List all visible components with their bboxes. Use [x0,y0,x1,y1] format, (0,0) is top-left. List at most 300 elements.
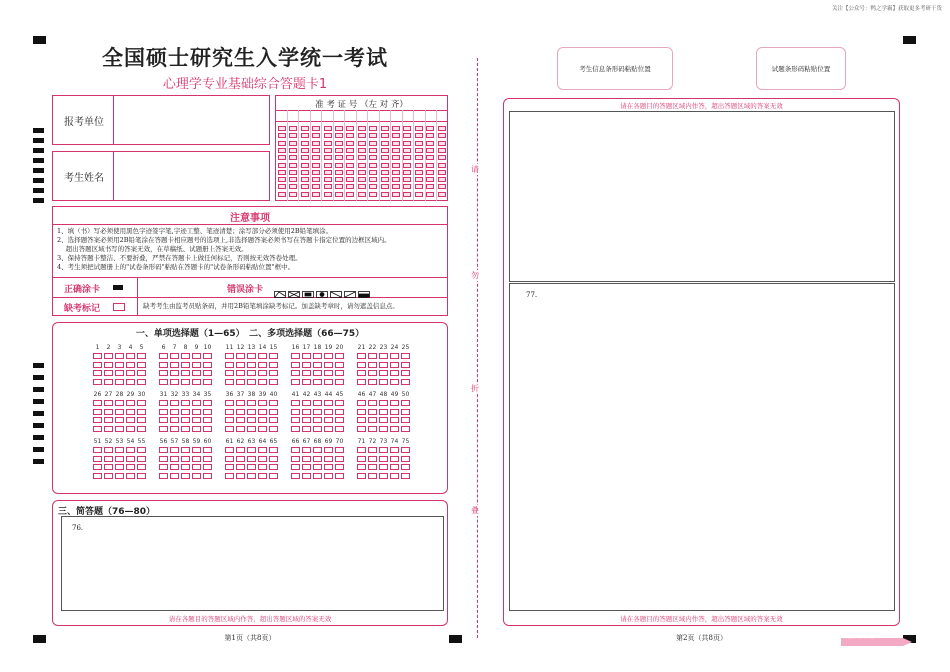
option-bubble[interactable] [203,464,212,470]
option-bubble[interactable] [236,426,245,432]
option-bubble[interactable] [335,379,344,385]
option-bubble[interactable] [401,464,410,470]
option-bubble[interactable] [313,456,322,462]
option-bubble[interactable] [126,353,135,359]
option-bubble[interactable] [192,473,201,479]
admission-bubble[interactable] [403,155,411,160]
option-bubble[interactable] [93,464,102,470]
option-bubble[interactable] [357,370,366,376]
option-bubble[interactable] [291,370,300,376]
option-bubble[interactable] [170,473,179,479]
admission-bubble[interactable] [358,148,366,153]
option-bubble[interactable] [137,353,146,359]
option-bubble[interactable] [291,473,300,479]
admission-bubble[interactable] [335,184,343,189]
option-bubble[interactable] [269,353,278,359]
option-bubble[interactable] [379,473,388,479]
option-bubble[interactable] [203,473,212,479]
admission-bubble[interactable] [426,148,434,153]
admission-bubble[interactable] [381,177,389,182]
option-bubble[interactable] [247,353,256,359]
admission-bubble[interactable] [369,177,377,182]
admission-bubble[interactable] [335,170,343,175]
admission-bubble[interactable] [381,163,389,168]
admission-bubble[interactable] [312,141,320,146]
option-bubble[interactable] [126,370,135,376]
option-bubble[interactable] [302,400,311,406]
option-bubble[interactable] [137,400,146,406]
admission-bubble[interactable] [324,126,332,131]
option-bubble[interactable] [401,447,410,453]
admission-bubble[interactable] [358,141,366,146]
admission-bubble[interactable] [403,177,411,182]
option-bubble[interactable] [302,426,311,432]
option-bubble[interactable] [368,370,377,376]
option-bubble[interactable] [247,409,256,415]
option-bubble[interactable] [137,417,146,423]
option-bubble[interactable] [203,456,212,462]
admission-bubble[interactable] [369,163,377,168]
option-bubble[interactable] [302,409,311,415]
option-bubble[interactable] [291,426,300,432]
option-bubble[interactable] [104,464,113,470]
admission-bubble[interactable] [312,133,320,138]
admission-bubble[interactable] [312,155,320,160]
admission-bubble[interactable] [278,184,286,189]
option-bubble[interactable] [137,362,146,368]
option-bubble[interactable] [181,426,190,432]
option-bubble[interactable] [203,426,212,432]
option-bubble[interactable] [269,473,278,479]
option-bubble[interactable] [170,362,179,368]
admission-bubble[interactable] [324,170,332,175]
option-bubble[interactable] [236,417,245,423]
option-bubble[interactable] [203,409,212,415]
admission-bubble[interactable] [335,126,343,131]
option-bubble[interactable] [192,370,201,376]
option-bubble[interactable] [335,370,344,376]
option-bubble[interactable] [115,464,124,470]
option-bubble[interactable] [225,417,234,423]
admission-bubble[interactable] [369,141,377,146]
option-bubble[interactable] [115,353,124,359]
option-bubble[interactable] [159,379,168,385]
option-bubble[interactable] [225,379,234,385]
option-bubble[interactable] [401,362,410,368]
option-bubble[interactable] [137,447,146,453]
option-bubble[interactable] [93,379,102,385]
option-bubble[interactable] [192,456,201,462]
option-bubble[interactable] [357,362,366,368]
option-bubble[interactable] [302,370,311,376]
option-bubble[interactable] [236,370,245,376]
option-bubble[interactable] [313,464,322,470]
admission-bubble[interactable] [403,133,411,138]
option-bubble[interactable] [236,353,245,359]
admission-bubble[interactable] [358,126,366,131]
admission-bubble[interactable] [369,170,377,175]
option-bubble[interactable] [335,362,344,368]
option-bubble[interactable] [247,447,256,453]
admission-bubble[interactable] [438,170,446,175]
option-bubble[interactable] [368,464,377,470]
admission-bubble[interactable] [278,170,286,175]
admission-bubble[interactable] [358,155,366,160]
option-bubble[interactable] [313,447,322,453]
admission-bubble[interactable] [369,133,377,138]
admission-bubble[interactable] [426,126,434,131]
option-bubble[interactable] [368,409,377,415]
option-bubble[interactable] [368,417,377,423]
admission-bubble[interactable] [324,192,332,197]
option-bubble[interactable] [324,379,333,385]
option-bubble[interactable] [324,417,333,423]
option-bubble[interactable] [126,473,135,479]
option-bubble[interactable] [247,456,256,462]
admission-bubble[interactable] [324,133,332,138]
option-bubble[interactable] [159,426,168,432]
admission-bubble[interactable] [278,192,286,197]
option-bubble[interactable] [181,447,190,453]
option-bubble[interactable] [181,456,190,462]
admission-bubble[interactable] [426,155,434,160]
option-bubble[interactable] [401,353,410,359]
admission-bubble[interactable] [312,177,320,182]
option-bubble[interactable] [357,473,366,479]
option-bubble[interactable] [302,353,311,359]
admission-bubble[interactable] [335,133,343,138]
option-bubble[interactable] [104,400,113,406]
admission-bubble[interactable] [346,163,354,168]
admission-bubble[interactable] [381,133,389,138]
option-bubble[interactable] [181,400,190,406]
option-bubble[interactable] [335,456,344,462]
option-bubble[interactable] [203,370,212,376]
option-bubble[interactable] [225,370,234,376]
option-bubble[interactable] [258,353,267,359]
admission-bubble[interactable] [346,133,354,138]
option-bubble[interactable] [126,417,135,423]
option-bubble[interactable] [104,417,113,423]
option-bubble[interactable] [313,409,322,415]
option-bubble[interactable] [93,353,102,359]
option-bubble[interactable] [126,409,135,415]
admission-bubble[interactable] [358,133,366,138]
answer-area-77[interactable] [509,283,895,611]
admission-bubble[interactable] [438,192,446,197]
option-bubble[interactable] [368,400,377,406]
option-bubble[interactable] [291,362,300,368]
option-bubble[interactable] [104,409,113,415]
option-bubble[interactable] [192,464,201,470]
admission-bubble[interactable] [335,148,343,153]
option-bubble[interactable] [115,473,124,479]
option-bubble[interactable] [335,473,344,479]
option-bubble[interactable] [269,417,278,423]
option-bubble[interactable] [247,370,256,376]
option-bubble[interactable] [379,353,388,359]
option-bubble[interactable] [390,370,399,376]
option-bubble[interactable] [390,400,399,406]
admission-bubble[interactable] [369,155,377,160]
option-bubble[interactable] [247,400,256,406]
option-bubble[interactable] [225,426,234,432]
option-bubble[interactable] [115,379,124,385]
option-bubble[interactable] [93,473,102,479]
admission-bubble[interactable] [346,148,354,153]
option-bubble[interactable] [93,417,102,423]
option-bubble[interactable] [126,426,135,432]
admission-bubble[interactable] [312,126,320,131]
option-bubble[interactable] [269,400,278,406]
admission-bubble[interactable] [392,133,400,138]
admission-bubble[interactable] [278,141,286,146]
option-bubble[interactable] [192,379,201,385]
option-bubble[interactable] [192,362,201,368]
option-bubble[interactable] [170,370,179,376]
admission-bubble[interactable] [278,163,286,168]
option-bubble[interactable] [170,464,179,470]
admission-bubble[interactable] [438,155,446,160]
admission-bubble[interactable] [301,177,309,182]
option-bubble[interactable] [104,456,113,462]
option-bubble[interactable] [258,426,267,432]
option-bubble[interactable] [368,379,377,385]
option-bubble[interactable] [335,464,344,470]
option-bubble[interactable] [192,400,201,406]
option-bubble[interactable] [313,417,322,423]
option-bubble[interactable] [302,417,311,423]
admission-bubble[interactable] [301,155,309,160]
option-bubble[interactable] [368,473,377,479]
option-bubble[interactable] [390,426,399,432]
option-bubble[interactable] [357,409,366,415]
option-bubble[interactable] [302,473,311,479]
admission-bubble[interactable] [346,141,354,146]
option-bubble[interactable] [258,379,267,385]
admission-bubble[interactable] [392,155,400,160]
option-bubble[interactable] [137,456,146,462]
admission-bubble[interactable] [301,170,309,175]
admission-bubble[interactable] [381,192,389,197]
option-bubble[interactable] [313,362,322,368]
admission-bubble[interactable] [426,192,434,197]
option-bubble[interactable] [335,417,344,423]
admission-bubble[interactable] [415,155,423,160]
admission-bubble[interactable] [415,184,423,189]
option-bubble[interactable] [126,362,135,368]
admission-bubble[interactable] [358,184,366,189]
option-bubble[interactable] [269,464,278,470]
option-bubble[interactable] [313,473,322,479]
option-bubble[interactable] [181,473,190,479]
option-bubble[interactable] [104,473,113,479]
option-bubble[interactable] [104,362,113,368]
admission-bubble[interactable] [415,163,423,168]
admission-bubble[interactable] [324,148,332,153]
admission-bubble[interactable] [335,177,343,182]
admission-bubble[interactable] [426,163,434,168]
option-bubble[interactable] [357,464,366,470]
option-bubble[interactable] [335,426,344,432]
admission-bubble[interactable] [289,148,297,153]
option-bubble[interactable] [379,379,388,385]
option-bubble[interactable] [302,447,311,453]
admission-bubble[interactable] [415,141,423,146]
admission-bubble[interactable] [346,155,354,160]
admission-bubble[interactable] [324,141,332,146]
option-bubble[interactable] [379,456,388,462]
option-bubble[interactable] [390,362,399,368]
option-bubble[interactable] [203,400,212,406]
admission-bubble[interactable] [346,192,354,197]
option-bubble[interactable] [247,464,256,470]
option-bubble[interactable] [258,370,267,376]
option-bubble[interactable] [203,362,212,368]
admission-bubble[interactable] [358,177,366,182]
admission-bubble[interactable] [324,163,332,168]
option-bubble[interactable] [170,379,179,385]
admission-bubble[interactable] [415,170,423,175]
option-bubble[interactable] [401,417,410,423]
option-bubble[interactable] [115,409,124,415]
admission-bubble[interactable] [278,133,286,138]
admission-bubble[interactable] [392,148,400,153]
option-bubble[interactable] [225,409,234,415]
admission-bubble[interactable] [335,155,343,160]
admission-bubble[interactable] [415,126,423,131]
option-bubble[interactable] [203,379,212,385]
option-bubble[interactable] [401,456,410,462]
option-bubble[interactable] [137,409,146,415]
option-bubble[interactable] [313,370,322,376]
admission-bubble[interactable] [346,126,354,131]
option-bubble[interactable] [357,426,366,432]
option-bubble[interactable] [170,447,179,453]
option-bubble[interactable] [137,473,146,479]
option-bubble[interactable] [137,464,146,470]
option-bubble[interactable] [104,353,113,359]
admission-bubble[interactable] [392,163,400,168]
admission-bubble[interactable] [392,192,400,197]
admission-bubble[interactable] [392,141,400,146]
option-bubble[interactable] [324,426,333,432]
option-bubble[interactable] [269,409,278,415]
answer-area-76[interactable] [61,516,444,611]
option-bubble[interactable] [324,362,333,368]
option-bubble[interactable] [324,447,333,453]
option-bubble[interactable] [126,447,135,453]
admission-bubble[interactable] [312,170,320,175]
admission-bubble[interactable] [301,141,309,146]
admission-bubble[interactable] [403,126,411,131]
option-bubble[interactable] [291,409,300,415]
option-bubble[interactable] [192,409,201,415]
option-bubble[interactable] [203,417,212,423]
admission-bubble[interactable] [403,163,411,168]
option-bubble[interactable] [170,353,179,359]
option-bubble[interactable] [247,426,256,432]
option-bubble[interactable] [159,400,168,406]
option-bubble[interactable] [126,464,135,470]
option-bubble[interactable] [170,409,179,415]
option-bubble[interactable] [236,447,245,453]
option-bubble[interactable] [302,362,311,368]
admission-bubble[interactable] [403,192,411,197]
admission-bubble[interactable] [335,192,343,197]
admission-bubble[interactable] [369,148,377,153]
admission-bubble[interactable] [438,184,446,189]
option-bubble[interactable] [302,464,311,470]
admission-bubble[interactable] [301,163,309,168]
option-bubble[interactable] [324,456,333,462]
option-bubble[interactable] [258,417,267,423]
admission-bubble[interactable] [335,163,343,168]
option-bubble[interactable] [357,417,366,423]
admission-bubble[interactable] [426,184,434,189]
option-bubble[interactable] [159,370,168,376]
option-bubble[interactable] [335,353,344,359]
option-bubble[interactable] [181,370,190,376]
option-bubble[interactable] [357,353,366,359]
option-bubble[interactable] [170,417,179,423]
option-bubble[interactable] [390,456,399,462]
admission-bubble[interactable] [392,177,400,182]
admission-bubble[interactable] [278,155,286,160]
option-bubble[interactable] [192,426,201,432]
option-bubble[interactable] [93,409,102,415]
admission-bubble[interactable] [369,126,377,131]
option-bubble[interactable] [357,456,366,462]
option-bubble[interactable] [379,426,388,432]
option-bubble[interactable] [335,447,344,453]
option-bubble[interactable] [236,362,245,368]
option-bubble[interactable] [401,400,410,406]
admission-bubble[interactable] [369,192,377,197]
option-bubble[interactable] [324,400,333,406]
option-bubble[interactable] [170,426,179,432]
option-bubble[interactable] [368,362,377,368]
admission-bubble[interactable] [403,170,411,175]
option-bubble[interactable] [269,447,278,453]
admission-bubble[interactable] [289,155,297,160]
option-bubble[interactable] [401,370,410,376]
admission-bubble[interactable] [358,192,366,197]
option-bubble[interactable] [335,400,344,406]
option-bubble[interactable] [104,379,113,385]
option-bubble[interactable] [291,379,300,385]
option-bubble[interactable] [313,426,322,432]
option-bubble[interactable] [192,417,201,423]
option-bubble[interactable] [324,473,333,479]
option-bubble[interactable] [225,362,234,368]
admission-bubble[interactable] [278,126,286,131]
option-bubble[interactable] [93,370,102,376]
option-bubble[interactable] [181,353,190,359]
option-bubble[interactable] [258,447,267,453]
admission-bubble[interactable] [324,177,332,182]
absent-checkbox[interactable] [113,303,125,311]
admission-bubble[interactable] [426,133,434,138]
option-bubble[interactable] [93,456,102,462]
admission-bubble[interactable] [438,148,446,153]
admission-bubble[interactable] [301,126,309,131]
admission-bubble[interactable] [438,133,446,138]
option-bubble[interactable] [126,400,135,406]
option-bubble[interactable] [269,426,278,432]
admission-bubble[interactable] [301,192,309,197]
option-bubble[interactable] [159,473,168,479]
